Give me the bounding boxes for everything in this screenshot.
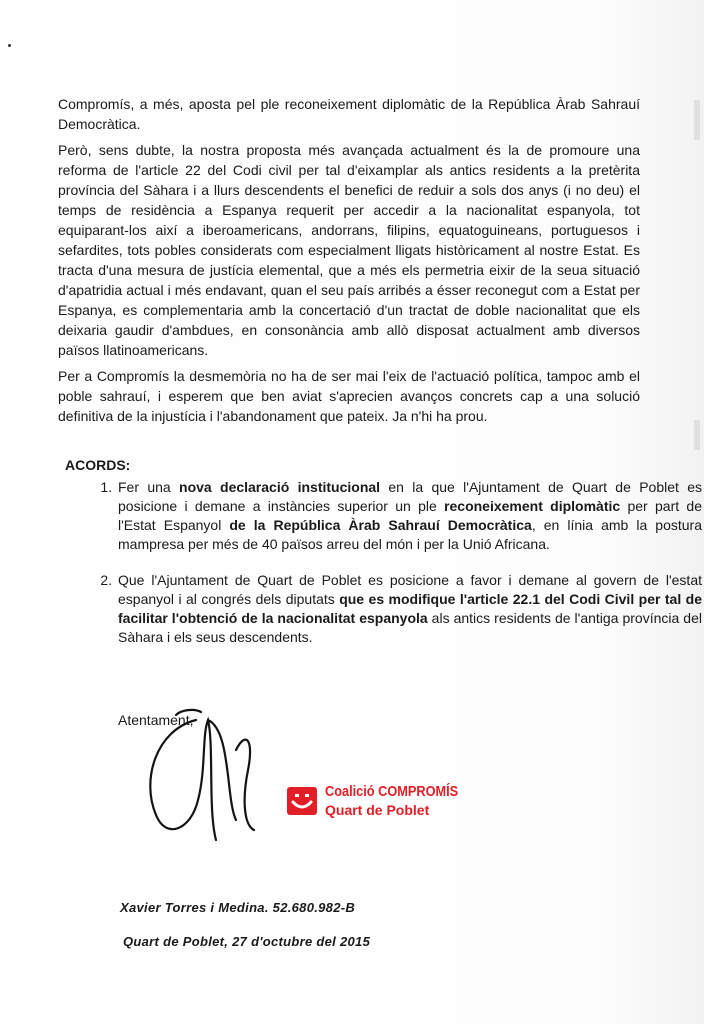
paragraph-1: Compromís, a més, aposta pel ple reconeixement diplomàtic de la República Àrab Sahrauí Democràtica. — [58, 96, 640, 132]
edge-shadow — [694, 420, 700, 450]
acord-text: , en línia amb la postura mampresa per més de 40 països arreu del món i per la Unió Africana. — [118, 517, 703, 552]
page-dot-mark — [8, 44, 11, 47]
acords-heading: ACORDS: — [65, 457, 131, 473]
acord-bold-text: reconeixement diplomàtic — [444, 498, 621, 514]
logo-subtitle: Quart de Poblet — [325, 802, 430, 818]
acord-item-1 — [116, 478, 702, 554]
paragraph-2: Però, sens dubte, la nostra proposta més avançada actualment és la de promoure una reforma de l'article 22 del Codi civil per tal d'eixamplar als antics residents a la pretèrita província del Sàhara i a llurs descendents el benefici de reduir a sols dos anys (i no deu) el temps de residència a Espanya requerit per accedir a la nacionalitat espanyola, tot equiparant-los així a iberoamericans, andorrans, filipins, equatoguineans, portuguesos i sefardites, tots pobles considerats com especialment lligats històricament al nostre Estat. Es tracta d'una mesura de justícia elemental, que a més els permetria eixir de la seua situació d'apatridia actual i més endavant, quan el seu país arribés a ésser reconegut com a Estat per Espanya, es complementaria amb la concertació d'un tractat de doble nacionalitat que els deixaria gaudir d'ambdues, en consonància amb allò disposat actualment amb diversos països llatinoamericans. — [58, 142, 640, 358]
closing-text: Atentament, — [118, 712, 194, 728]
acord-text: Que l'Ajuntament de Quart de Poblet es posicione a favor i demane al govern de l'estat espanyol i al congrés dels diputats — [118, 572, 702, 607]
signer-name: Xavier Torres i Medina. 52.680.982-B — [120, 900, 356, 915]
paragraph-3: Per a Compromís la desmemòria no ha de ser mai l'eix de l'actuació política, tampoc amb el poble sahrauí, i esperem que ben aviat s'aprecien avanços concrets cap a una solució definitiva de la injustícia i l'abandonament que pateix. Ja n'hi ha prou. — [58, 368, 640, 424]
logo-title: Coalició COMPROMÍS — [325, 783, 459, 800]
edge-shadow — [694, 100, 700, 140]
acord-bold-text: de la República Àrab Sahrauí Democràtica — [229, 517, 532, 533]
acords-list — [58, 478, 702, 664]
handwritten-signature — [136, 690, 286, 860]
acord-text: en la que l'Ajuntament de Quart de Poblet es posicione i demane a instàncies superior un ple — [118, 479, 703, 514]
acord-text: Fer una — [118, 479, 180, 495]
acord-bold-text: que es modifique l'article 22.1 del Codi Civil per tal de facilitar l'obtenció de la nacionalitat espanyola — [118, 591, 702, 626]
compromis-logo — [287, 777, 457, 827]
document-date: Quart de Poblet, 27 d'octubre del 2015 — [123, 934, 371, 949]
acord-bold-text: nova declaració institucional — [179, 479, 381, 495]
compromis-smile-icon — [287, 787, 317, 815]
acord-item-2 — [116, 571, 702, 647]
acord-text: als antics residents de l'antiga província del Sàhara i els seus descendents. — [118, 610, 702, 645]
acord-text: per part de l'Estat Espanyol — [118, 498, 702, 533]
